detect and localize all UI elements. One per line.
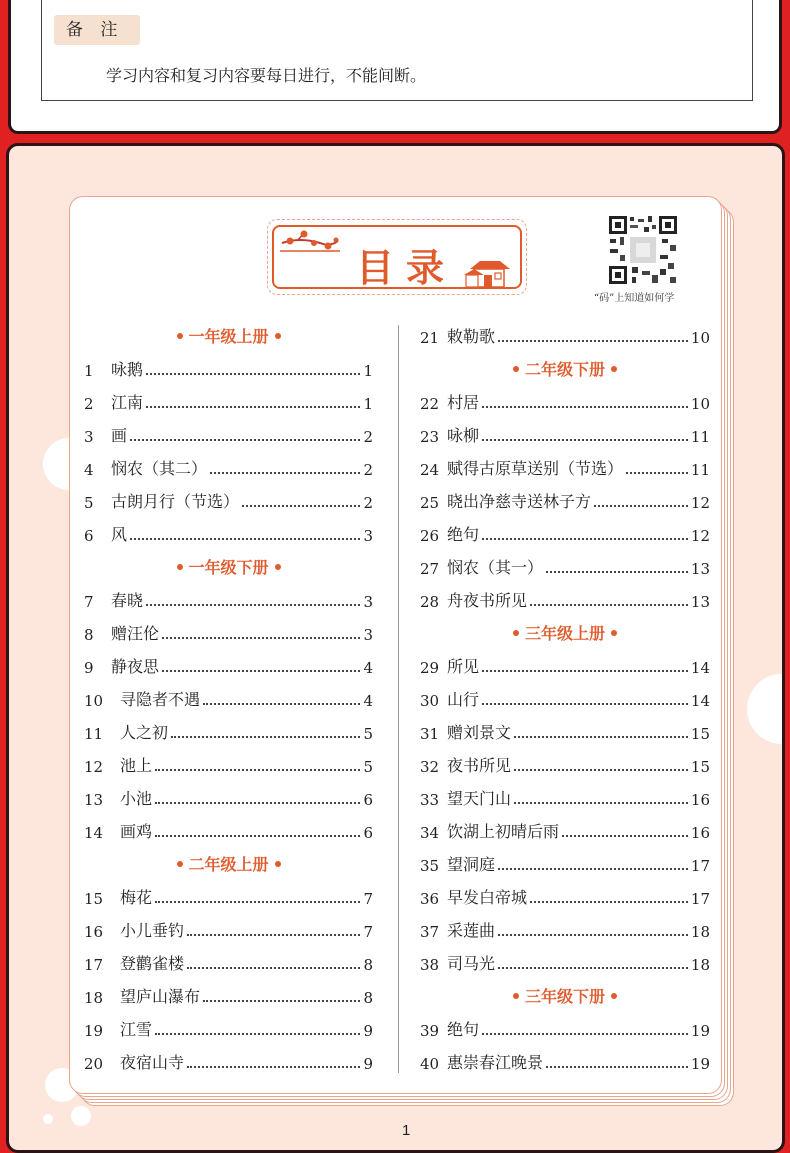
entry-page: 15 [690,725,710,743]
dot-leader [171,736,360,738]
entry-page: 5 [363,758,373,776]
toc-entry[interactable] [84,752,373,776]
column-divider [398,325,399,1073]
toc-entry[interactable] [420,422,710,446]
entry-title: 悯农（其一） [447,558,544,577]
bullet-dot-icon [275,333,281,339]
entry-page: 3 [363,593,373,611]
dot-leader [514,769,688,771]
entry-title: 饮湖上初晴后雨 [447,822,560,841]
entry-number: 15 [84,890,104,908]
toc-entry[interactable] [420,488,710,512]
entry-page: 11 [690,461,710,479]
entry-number: 4 [84,461,94,479]
bullet-dot-icon [611,993,617,999]
entry-page: 17 [690,890,710,908]
entry-number: 26 [420,527,440,545]
entry-title: 咏柳 [447,426,480,445]
entry-title: 望洞庭 [447,855,496,874]
entry-title: 村居 [447,393,480,412]
toc-entry[interactable] [420,785,710,809]
entry-page: 12 [690,527,710,545]
entry-page: 16 [690,791,710,809]
dot-leader [514,802,688,804]
toc-entry[interactable] [420,818,710,842]
dot-leader [530,604,688,606]
toc-entry[interactable] [84,1016,373,1040]
toc-entry[interactable] [84,587,373,611]
entry-number: 32 [420,758,440,776]
dot-leader [482,538,688,540]
toc-entry[interactable] [84,719,373,743]
entry-page: 11 [690,428,710,446]
entry-page: 6 [363,824,373,842]
dot-leader [155,1033,360,1035]
entry-page: 8 [363,989,373,1007]
entry-number: 30 [420,692,440,710]
dot-leader [162,637,360,639]
section-heading [170,852,286,875]
entry-number: 21 [420,329,440,347]
dot-leader [146,406,360,408]
decor-circle [747,674,785,744]
entry-number: 38 [420,956,440,974]
entry-title: 绝句 [447,525,480,544]
dot-leader [187,1066,360,1068]
toc-entry[interactable] [420,1049,710,1073]
bullet-dot-icon [513,993,519,999]
entry-page: 15 [690,758,710,776]
entry-number: 23 [420,428,440,446]
entry-title: 惠崇春江晚景 [447,1053,544,1072]
dot-leader [155,901,360,903]
note-label: 备 注 [54,15,140,45]
entry-number: 1 [84,362,94,380]
entry-page: 2 [363,428,373,446]
entry-number: 6 [84,527,94,545]
entry-title: 司马光 [447,954,496,973]
section-heading-label: 二年级下册 [524,360,606,379]
toc-entry[interactable] [84,1049,373,1073]
entry-title: 敕勒歌 [447,327,496,346]
entry-title: 山行 [447,690,480,709]
toc-title: 目录 [356,246,457,290]
bullet-dot-icon [176,861,182,867]
dot-leader [482,439,688,441]
entry-page: 7 [363,890,373,908]
entry-number: 19 [84,1022,104,1040]
entry-title: 赠刘景文 [447,723,512,742]
section-heading [507,357,623,380]
entry-page: 2 [363,461,373,479]
toc-entry[interactable] [84,422,373,446]
entry-page: 4 [363,659,373,677]
entry-number: 2 [84,395,94,413]
dot-leader [482,703,688,705]
dot-leader [626,472,688,474]
entry-page: 7 [363,923,373,941]
entry-page: 19 [690,1022,710,1040]
entry-page: 9 [363,1022,373,1040]
bullet-dot-icon [275,861,281,867]
note-card [8,0,782,134]
entry-title: 静夜思 [111,657,160,676]
entry-page: 4 [363,692,373,710]
entry-title: 赋得古原草送别（节选） [447,459,624,478]
section-heading-label: 一年级下册 [188,558,269,577]
entry-number: 11 [84,725,104,743]
toc-title-frame [267,219,527,295]
toc-entry[interactable] [84,356,373,380]
toc-entry[interactable] [420,587,710,611]
section-heading [507,621,623,644]
entry-page: 1 [363,395,373,413]
bullet-dot-icon [611,366,617,372]
section-heading [170,555,286,578]
toc-entry[interactable] [84,653,373,677]
toc-entry[interactable] [420,851,710,875]
entry-number: 12 [84,758,104,776]
toc-entry[interactable] [420,1016,710,1040]
entry-number: 16 [84,923,104,941]
toc-entry[interactable] [420,653,710,677]
entry-number: 24 [420,461,440,479]
toc-entry[interactable] [84,455,373,479]
entry-page: 17 [690,857,710,875]
entry-title: 风 [111,525,128,544]
dot-leader [187,967,360,969]
dot-leader [498,967,688,969]
entry-number: 14 [84,824,104,842]
entry-title: 梅花 [120,888,153,907]
entry-number: 25 [420,494,440,512]
entry-title: 绝句 [447,1020,480,1039]
plum-blossom-icon [280,229,340,259]
dot-leader [162,670,360,672]
entry-number: 10 [84,692,104,710]
toc-entry[interactable] [420,752,710,776]
toc-entry[interactable] [420,884,710,908]
entry-number: 9 [84,659,94,677]
dot-leader [482,670,688,672]
entry-title: 所见 [447,657,480,676]
entry-page: 8 [363,956,373,974]
dot-leader [482,1033,688,1035]
dot-leader [498,868,688,870]
bullet-dot-icon [611,630,617,636]
dot-leader [203,703,360,705]
toc-page [69,196,722,1094]
dot-leader [546,571,688,573]
entry-number: 37 [420,923,440,941]
entry-page: 13 [690,560,710,578]
entry-number: 27 [420,560,440,578]
entry-page: 12 [690,494,710,512]
dot-leader [498,934,688,936]
entry-title: 悯农（其二） [111,459,208,478]
toc-entry[interactable] [84,884,373,908]
entry-title: 小池 [120,789,153,808]
entry-number: 3 [84,428,94,446]
entry-title: 春晓 [111,591,144,610]
entry-number: 35 [420,857,440,875]
entry-title: 望庐山瀑布 [120,987,201,1006]
dot-leader [130,439,360,441]
toc-entry[interactable] [420,521,710,545]
entry-number: 13 [84,791,104,809]
entry-number: 8 [84,626,94,644]
dot-leader [514,736,688,738]
dot-leader [155,835,360,837]
dot-leader [562,835,688,837]
entry-number: 28 [420,593,440,611]
entry-title: 人之初 [120,723,169,742]
dot-leader [146,604,360,606]
entry-page: 13 [690,593,710,611]
entry-title: 望天门山 [447,789,512,808]
entry-page: 5 [363,725,373,743]
section-heading-label: 二年级上册 [188,855,269,874]
toc-entry[interactable] [420,950,710,974]
entry-page: 2 [363,494,373,512]
entry-title: 画 [111,426,128,445]
dot-leader [546,1066,688,1068]
toc-entry[interactable] [84,983,373,1007]
toc-entry[interactable] [420,686,710,710]
entry-title: 画鸡 [120,822,153,841]
entry-page: 18 [690,923,710,941]
entry-number: 31 [420,725,440,743]
entry-number: 17 [84,956,104,974]
entry-title: 小儿垂钓 [120,921,185,940]
toc-entry[interactable] [420,554,710,578]
dot-leader [187,934,360,936]
dot-leader [203,1000,360,1002]
note-text: 学习内容和复习内容要每日进行，不能间断。 [106,66,427,85]
entry-page: 3 [363,626,373,644]
bullet-dot-icon [176,564,182,570]
dot-leader [130,538,360,540]
decor-circle [43,1114,53,1124]
entry-number: 20 [84,1055,104,1073]
entry-page: 10 [690,395,710,413]
dot-leader [155,769,360,771]
note-box [41,0,753,101]
entry-title: 晓出净慈寺送林子方 [447,492,592,511]
house-icon [464,255,522,289]
dot-leader [210,472,360,474]
toc-entry[interactable] [420,323,710,347]
bullet-dot-icon [513,630,519,636]
section-heading-label: 一年级上册 [188,327,269,346]
entry-number: 22 [420,395,440,413]
entry-page: 1 [363,362,373,380]
toc-entry[interactable] [84,488,373,512]
entry-title: 早发白帝城 [447,888,528,907]
bullet-dot-icon [275,564,281,570]
dot-leader [242,505,360,507]
dot-leader [146,373,360,375]
toc-entry[interactable] [84,950,373,974]
dot-leader [155,802,360,804]
entry-number: 29 [420,659,440,677]
entry-page: 3 [363,527,373,545]
toc-entry[interactable] [84,785,373,809]
entry-title: 江雪 [120,1020,153,1039]
entry-number: 33 [420,791,440,809]
entry-title: 赠汪伦 [111,624,160,643]
entry-page: 16 [690,824,710,842]
entry-page: 14 [690,692,710,710]
toc-entry[interactable] [84,620,373,644]
entry-title: 采莲曲 [447,921,496,940]
entry-page: 14 [690,659,710,677]
bullet-dot-icon [513,366,519,372]
section-heading-label: 三年级下册 [524,987,606,1006]
entry-number: 34 [420,824,440,842]
entry-title: 江南 [111,393,144,412]
entry-page: 9 [363,1055,373,1073]
entry-page: 18 [690,956,710,974]
dot-leader [594,505,688,507]
toc-entry[interactable] [420,455,710,479]
toc-entry[interactable] [420,719,710,743]
dot-leader [482,406,688,408]
toc-card [6,143,785,1153]
toc-entry[interactable] [84,818,373,842]
entry-page: 19 [690,1055,710,1073]
entry-number: 40 [420,1055,440,1073]
qr-code-icon [608,215,678,285]
entry-title: 古朗月行（节选） [111,492,240,511]
toc-entry[interactable] [84,389,373,413]
page-number: 1 [402,1122,411,1139]
entry-page: 6 [363,791,373,809]
entry-number: 7 [84,593,94,611]
entry-title: 夜书所见 [447,756,512,775]
section-heading-label: 三年级上册 [524,624,606,643]
toc-entry[interactable] [84,521,373,545]
entry-title: 舟夜书所见 [447,591,528,610]
entry-number: 18 [84,989,104,1007]
qr-caption: “码”上知道如何学 [594,293,675,304]
toc-entry[interactable] [84,917,373,941]
section-heading [507,984,623,1007]
toc-entry[interactable] [420,389,710,413]
dot-leader [530,901,688,903]
toc-title-box [272,225,522,289]
decor-circle [71,1106,91,1126]
entry-title: 夜宿山寺 [120,1053,185,1072]
entry-title: 寻隐者不遇 [120,690,201,709]
entry-page: 10 [690,329,710,347]
toc-entry[interactable] [84,686,373,710]
section-heading [170,324,286,347]
dot-leader [498,340,688,342]
entry-title: 池上 [120,756,153,775]
entry-number: 36 [420,890,440,908]
entry-title: 登鹳雀楼 [120,954,185,973]
entry-number: 5 [84,494,94,512]
entry-title: 咏鹅 [111,360,144,379]
toc-entry[interactable] [420,917,710,941]
bullet-dot-icon [176,333,182,339]
entry-number: 39 [420,1022,440,1040]
